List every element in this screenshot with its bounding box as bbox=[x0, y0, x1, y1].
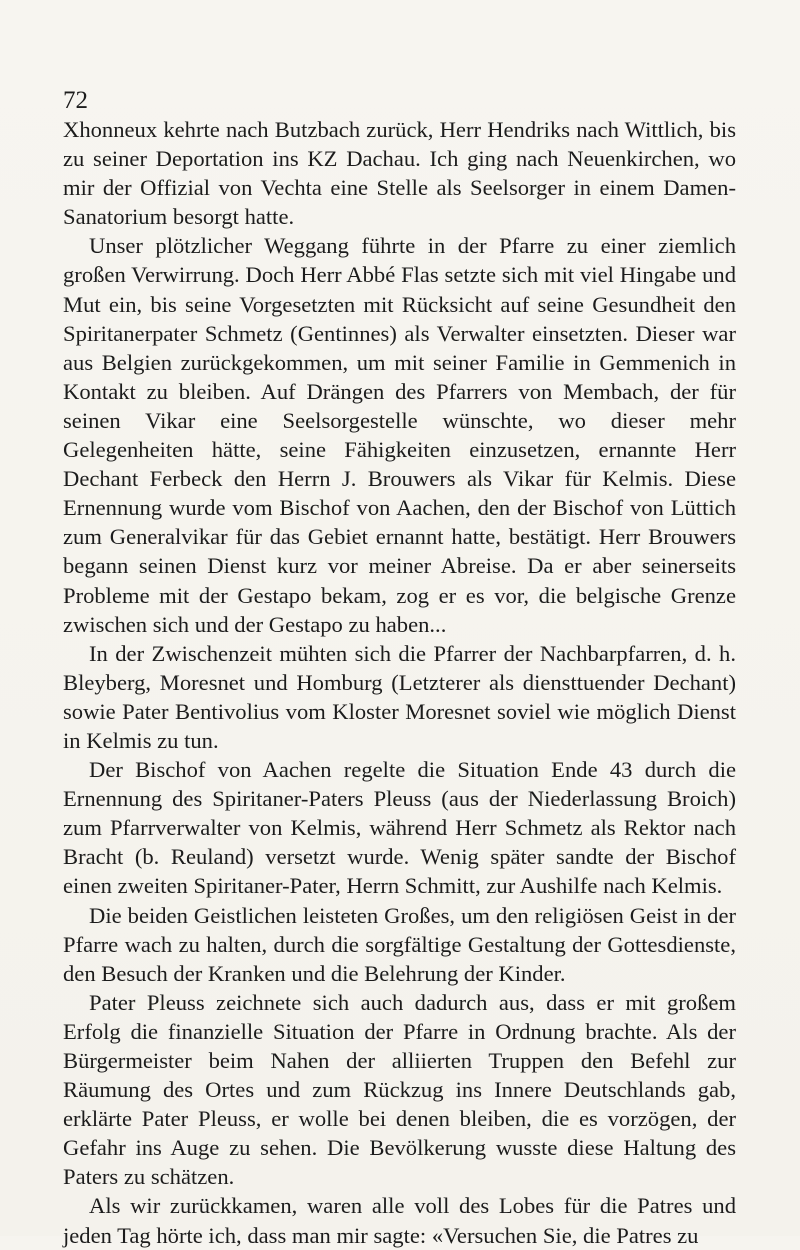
page-number: 72 bbox=[63, 87, 88, 114]
paragraph-5: Die beiden Geistlichen leisteten Großes, um den religiösen Geist in der Pfarre wach zu halten, durch die sorgfältige Gestaltung der Gottesdienste, den Besuch der Kranken und die Belehrung der Kinder. bbox=[63, 902, 736, 986]
paragraph-7: Als wir zurückkamen, waren alle voll des Lobes für die Patres und jeden Tag hörte ich, dass man mir sagte: «Versuchen Sie, die Patres zu bbox=[63, 1193, 736, 1248]
paragraph-6: Pater Pleuss zeichnete sich auch dadurch aus, dass er mit großem Erfolg die finanzielle Situation der Pfarre in Ordnung brachte. Als der Bürgermeister beim Nahen der alliierten Truppen den Befehl zur Räumung des Ortes und zum Rückzug ins Innere Deutschlands gab, erklärte Pater Pleuss, er wolle bei denen bleiben, die es vorzögen, der Gefahr ins Auge zu sehen. Die Bevölkerung wusste diese Haltung des Paters zu schätzen. bbox=[63, 989, 736, 1190]
paragraph-3: In der Zwischenzeit mühten sich die Pfarrer der Nachbarpfarren, d. h. Bleyberg, Moresnet und Homburg (Letzterer als diensttuender Dechant) sowie Pater Bentivolius vom Kloster Moresnet soviel wie möglich Dienst in Kelmis zu tun. bbox=[63, 640, 736, 753]
paragraph-1: Xhonneux kehrte nach Butzbach zurück, Herr Hendriks nach Wittlich, bis zu seiner Deportation ins KZ Dachau. Ich ging nach Neuenkirchen, wo mir der Offizial von Vechta eine Stelle als Seelsorger in einem Damen-Sanatorium besorgt hatte. bbox=[63, 117, 736, 230]
paragraph-4: Der Bischof von Aachen regelte die Situation Ende 43 durch die Ernennung des Spiritaner-Paters Pleuss (aus der Niederlassung Broich) zum Pfarrverwalter von Kelmis, während Herr Schmetz als Rektor nach Bracht (b. Reuland) versetzt wurde. Wenig später sandte der Bischof einen zweiten Spiritaner-Pater, Herrn Schmitt, zur Aushilfe nach Kelmis. bbox=[63, 757, 736, 899]
paragraph-2: Unser plötzlicher Weggang führte in der Pfarre zu einer ziemlich großen Verwirrung. Doch Herr Abbé Flas setzte sich mit viel Hingabe und Mut ein, bis seine Vorgesetzten mit Rücksicht auf seine Gesundheit den Spiritanerpater Schmetz (Gentinnes) als Verwalter einsetzten. Dieser war aus Belgien zurückgekommen, um mit seiner Familie in Gemmenich in Kontakt zu bleiben. Auf Drängen des Pfarrers von Membach, der für seinen Vikar eine Seelsorgestelle wünschte, wo dieser mehr Gelegenheiten hätte, seine Fähigkeiten einzusetzen, ernannte Herr Dechant Ferbeck den Herrn J. Brouwers als Vikar für Kelmis. Diese Ernennung wurde vom Bischof von Aachen, den der Bischof von Lüttich zum Generalvikar für das Gebiet ernannt hatte, bestätigt. Herr Brouwers begann seinen Dienst kurz vor meiner Abreise. Da er aber seinerseits Probleme mit der Gestapo bekam, zog er es vor, die belgische Grenze zwischen sich und der Gestapo zu haben... bbox=[63, 233, 736, 637]
body-text bbox=[63, 115, 736, 1250]
